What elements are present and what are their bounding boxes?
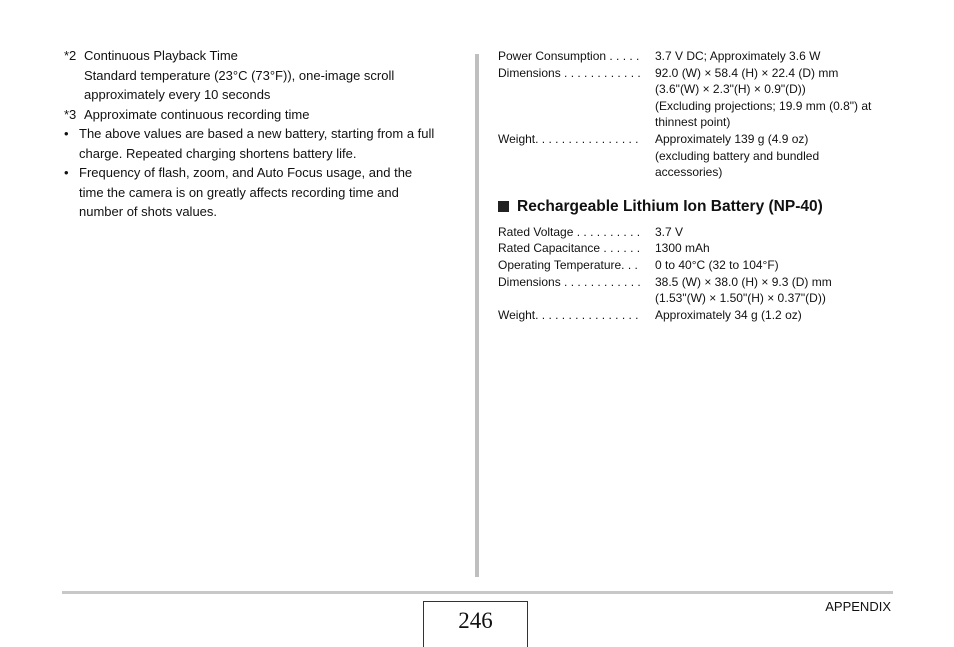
spec-value: thinnest point) <box>655 115 731 130</box>
bullet-line: The above values are based a new battery, starting from a full <box>79 126 435 141</box>
spec-value: 0 to 40°C (32 to 104°F) <box>655 257 779 272</box>
spec-value: (Excluding projections; 19.9 mm (0.8") at <box>655 98 872 113</box>
spec-value: (1.53"(W) × 1.50"(H) × 0.37"(D)) <box>655 291 826 306</box>
specifications-column <box>498 48 898 323</box>
spec-value: 3.7 V <box>655 224 684 239</box>
bullet-item <box>62 124 462 163</box>
spec-row <box>498 48 898 65</box>
spec-row <box>498 257 898 274</box>
battery-spec-table <box>498 224 898 324</box>
spec-values <box>655 240 898 257</box>
spec-values <box>655 257 898 274</box>
spec-row <box>498 131 898 181</box>
spec-values <box>655 131 898 181</box>
footnote-title: Continuous Playback Time <box>84 48 238 63</box>
bullet-line: charge. Repeated charging shortens battery life. <box>79 145 357 161</box>
bullet-icon: • <box>64 126 69 141</box>
spec-values <box>655 48 898 65</box>
page-number-box <box>423 601 528 647</box>
footnote-mark: *3 <box>64 106 77 122</box>
spec-row <box>498 65 898 131</box>
camera-spec-table <box>498 48 898 181</box>
spec-row <box>498 240 898 257</box>
spec-row <box>498 274 898 307</box>
spec-value: 38.5 (W) × 38.0 (H) × 9.3 (D) mm <box>655 274 832 289</box>
spec-label: Rated Voltage . . . . . . . . . . <box>498 224 641 239</box>
spec-label: Dimensions . . . . . . . . . . . . <box>498 65 641 80</box>
battery-heading-text: Rechargeable Lithium Ion Battery (NP-40) <box>517 197 823 215</box>
spec-values <box>655 307 898 324</box>
footnote-detail-line: approximately every 10 seconds <box>84 87 271 102</box>
footer-rule <box>62 591 893 594</box>
spec-values <box>655 224 898 241</box>
spec-label: Weight. . . . . . . . . . . . . . . . <box>498 307 639 322</box>
bullet-line: Frequency of flash, zoom, and Auto Focus usage, and the <box>79 165 413 180</box>
spec-value: (3.6"(W) × 2.3"(H) × 0.9"(D)) <box>655 82 806 97</box>
bullet-line: time the camera is on greatly affects recording time and <box>79 184 399 200</box>
footnote-2-detail <box>62 66 462 105</box>
spec-row <box>498 224 898 241</box>
section-label: APPENDIX <box>825 599 891 614</box>
spec-label: Weight. . . . . . . . . . . . . . . . <box>498 131 639 146</box>
spec-label: Dimensions . . . . . . . . . . . . <box>498 274 641 289</box>
footnote-mark: *2 <box>64 48 77 63</box>
footnote-title: Approximate continuous recording time <box>84 106 310 122</box>
spec-label: Rated Capacitance . . . . . . <box>498 241 641 256</box>
footnote-3 <box>62 105 462 125</box>
square-bullet-icon <box>498 201 509 212</box>
spec-value: Approximately 139 g (4.9 oz) <box>655 131 809 146</box>
footnote-detail-line: Standard temperature (23°C (73°F)), one-image scroll <box>84 67 395 83</box>
bullet-item <box>62 163 462 222</box>
footnotes-column <box>62 46 462 222</box>
spec-value: Approximately 34 g (1.2 oz) <box>655 307 802 322</box>
battery-section-heading <box>498 197 898 217</box>
spec-values <box>655 65 898 131</box>
spec-value: 92.0 (W) × 58.4 (H) × 22.4 (D) mm <box>655 65 839 80</box>
bullet-line: number of shots values. <box>79 204 218 219</box>
spec-label: Power Consumption . . . . . <box>498 49 640 63</box>
spec-value: 3.7 V DC; Approximately 3.6 W <box>655 49 821 63</box>
bullet-icon: • <box>64 165 69 180</box>
spec-value: accessories) <box>655 165 723 180</box>
spec-values <box>655 274 898 307</box>
column-divider <box>475 54 479 577</box>
spec-value: 1300 mAh <box>655 241 710 256</box>
page-number: 246 <box>458 608 493 633</box>
footnote-2 <box>62 46 462 66</box>
spec-label: Operating Temperature. . . <box>498 257 638 272</box>
spec-row <box>498 307 898 324</box>
spec-value: (excluding battery and bundled <box>655 148 820 163</box>
